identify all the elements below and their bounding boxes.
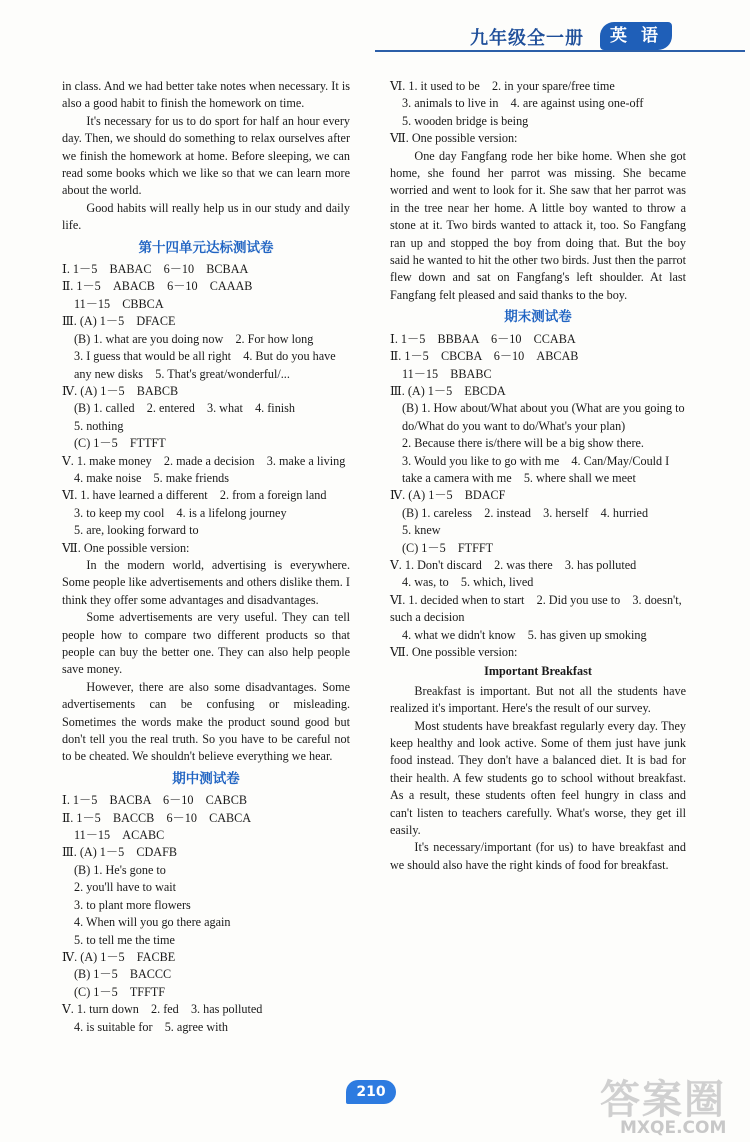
essay-paragraph: in class. And we had better take notes when necessary. It is also a good habit to finish the homework on time.	[62, 79, 350, 111]
answer-line: Ⅴ. 1. Don't discard 2. was there 3. has polluted	[390, 557, 637, 572]
essay-paragraph: However, there are also some disadvantages. Some advertisements can be confusing or misleading. Sometimes the words make the product sound good but don't tell you the real truth. So you have to be careful not to be cheated. We shouldn't believe everything we hear.	[62, 679, 350, 764]
answer-line: Ⅶ. One possible version:	[390, 645, 518, 659]
answer-line: 3. to plant more flowers	[74, 897, 191, 912]
answer-line: 4. When will you go there again	[74, 915, 231, 930]
answer-line: 5. are, looking forward to	[74, 523, 199, 538]
header-rule	[375, 50, 745, 52]
answer-line: Ⅰ. 1－5 BACBA 6－10 CABCB	[62, 793, 247, 808]
answer-line: Ⅰ. 1－5 BBBAA 6－10 CCABA	[390, 331, 576, 346]
answer-line: 3. to keep my cool 4. is a lifelong journey	[74, 505, 287, 520]
answer-line: Ⅳ. (A) 1－5 BDACF	[390, 488, 506, 503]
essay-paragraph: Good habits will really help us in our study and daily life.	[62, 200, 350, 233]
section-title-final: 期末测试卷	[504, 309, 572, 326]
answer-line: 3. I guess that would be all right 4. But do you have any new disks 5. That's great/wonderful/...	[74, 349, 336, 381]
essay-paragraph: Breakfast is important. But not all the students have realized it's important. Here's the result of our survey.	[390, 683, 686, 716]
answer-line: Ⅰ. 1－5 BABAC 6－10 BCBAA	[62, 262, 249, 277]
answer-line: Ⅱ. 1－5 ABACB 6－10 CAAAB	[62, 279, 253, 294]
answer-line: 11－15 ACABC	[74, 828, 165, 843]
answer-line: Ⅳ. (A) 1－5 BABCB	[62, 383, 179, 398]
answer-line: 4. is suitable for 5. agree with	[74, 1019, 228, 1034]
answer-line: (B) 1－5 BACCC	[74, 967, 172, 982]
essay-title: Important Breakfast	[484, 664, 592, 679]
answer-line: 4. was, to 5. which, lived	[402, 575, 534, 590]
essay-paragraph: Most students have breakfast regularly every day. They keep healthy and look active. Some of them just have junk food instead. They don't have a balanced diet. It is bad for their health. A few students go to school without breakfast. As a result, these students often feel hungry in class and can't listen to teachers carefully. What's worse, they get ill easily.	[390, 718, 686, 838]
answer-line: (B) 1. He's gone to	[74, 862, 166, 877]
answer-line: 3. Would you like to go with me 4. Can/May/Could I take a camera with me 5. where shall we meet	[402, 453, 670, 485]
answer-line: (B) 1. called 2. entered 3. what 4. finish	[74, 401, 296, 416]
answer-line: Ⅲ. (A) 1－5 EBCDA	[390, 383, 506, 398]
answer-line: 4. what we didn't know 5. has given up smoking	[402, 627, 647, 642]
story-paragraph: One day Fangfang rode her bike home. When she got home, she found her parrot was missing. She became worried and went to look for it. She saw that her parrot was in the tree near her home. A little boy wanted to throw a stone at it. Two birds wanted to attack it, too. So Fangfang ran up and stopped the boy from doing that. But the boy said he wanted to hit the other two birds. Just then the parrot flew down and sat on Fangfang's left shoulder. At last Fangfang felt pleased and said thanks to the boy.	[390, 148, 686, 302]
answer-line: Ⅴ. 1. turn down 2. fed 3. has polluted	[62, 1002, 263, 1017]
answer-line: Ⅱ. 1－5 BACCB 6－10 CABCA	[62, 810, 252, 825]
answer-line: 2. you'll have to wait	[74, 880, 177, 895]
section-title-midterm: 期中测试卷	[172, 770, 240, 787]
answer-line: Ⅵ. 1. decided when to start 2. Did you use to 3. doesn't, such a decision	[390, 592, 682, 625]
answer-line: 5. nothing	[74, 418, 124, 433]
answer-line: Ⅵ. 1. it used to be 2. in your spare/free time	[390, 79, 615, 93]
page-number: 210	[346, 1080, 396, 1104]
answer-line: Ⅶ. One possible version:	[62, 540, 190, 555]
answer-line: 5. knew	[402, 523, 441, 538]
left-column	[62, 78, 350, 1036]
answer-line: Ⅲ. (A) 1－5 CDAFB	[62, 845, 178, 860]
header-grade: 九年级全一册	[470, 28, 584, 49]
answer-line: Ⅵ. 1. have learned a different 2. from a foreign land	[62, 488, 327, 503]
answer-line: (B) 1. careless 2. instead 3. herself 4. hurried	[402, 505, 649, 520]
answer-line: Ⅲ. (A) 1－5 DFACE	[62, 314, 176, 329]
answer-line: (C) 1－5 TFFTF	[74, 984, 166, 999]
answer-line: Ⅱ. 1－5 CBCBA 6－10 ABCAB	[390, 349, 579, 364]
answer-line: 2. Because there is/there will be a big show there.	[402, 436, 644, 451]
answer-line: (B) 1. How about/What about you (What are you going to do/What do you want to do/What's your plan)	[402, 401, 685, 433]
watermark-logo: 答案圈	[600, 1077, 726, 1123]
essay-paragraph: In the modern world, advertising is everywhere. Some people like advertisements and others dislike them. I think they offer some advantages and disadvantages.	[62, 557, 350, 607]
answer-line: 3. animals to live in 4. are against using one-off	[402, 96, 644, 111]
essay-paragraph: It's necessary for us to do sport for half an hour every day. Then, we should do something to relax ourselves after we finish the homework at home. Before sleeping, we can read some books which we like so that we can learn more about the world.	[62, 113, 350, 198]
watermark-url: MXQE.COM	[620, 1118, 727, 1138]
answer-line: 4. make noise 5. make friends	[74, 470, 230, 485]
section-title-unit14: 第十四单元达标测试卷	[138, 239, 274, 256]
answer-line: Ⅶ. One possible version:	[390, 131, 518, 146]
answer-line: 5. to tell me the time	[74, 932, 175, 947]
answer-line: (C) 1－5 FTFFT	[402, 540, 494, 555]
answer-line: (B) 1. what are you doing now 2. For how long	[74, 331, 314, 346]
right-column	[390, 78, 686, 874]
answer-line: Ⅳ. (A) 1－5 FACBE	[62, 949, 176, 964]
header-subject-badge: 英 语	[600, 22, 672, 50]
answer-line: 11－15 CBBCA	[74, 296, 164, 311]
answer-line: 5. wooden bridge is being	[402, 113, 529, 128]
essay-paragraph: It's necessary/important (for us) to have breakfast and we should also have the right kinds of food for breakfast.	[390, 840, 686, 872]
essay-paragraph: Some advertisements are very useful. They can tell people how to compare two different products so that people can buy the better one. They can also help people save money.	[62, 610, 350, 677]
answer-line: Ⅴ. 1. make money 2. made a decision 3. make a living	[62, 453, 346, 468]
answer-line: (C) 1－5 FTTFT	[74, 436, 166, 451]
answer-line: 11－15 BBABC	[402, 366, 492, 381]
